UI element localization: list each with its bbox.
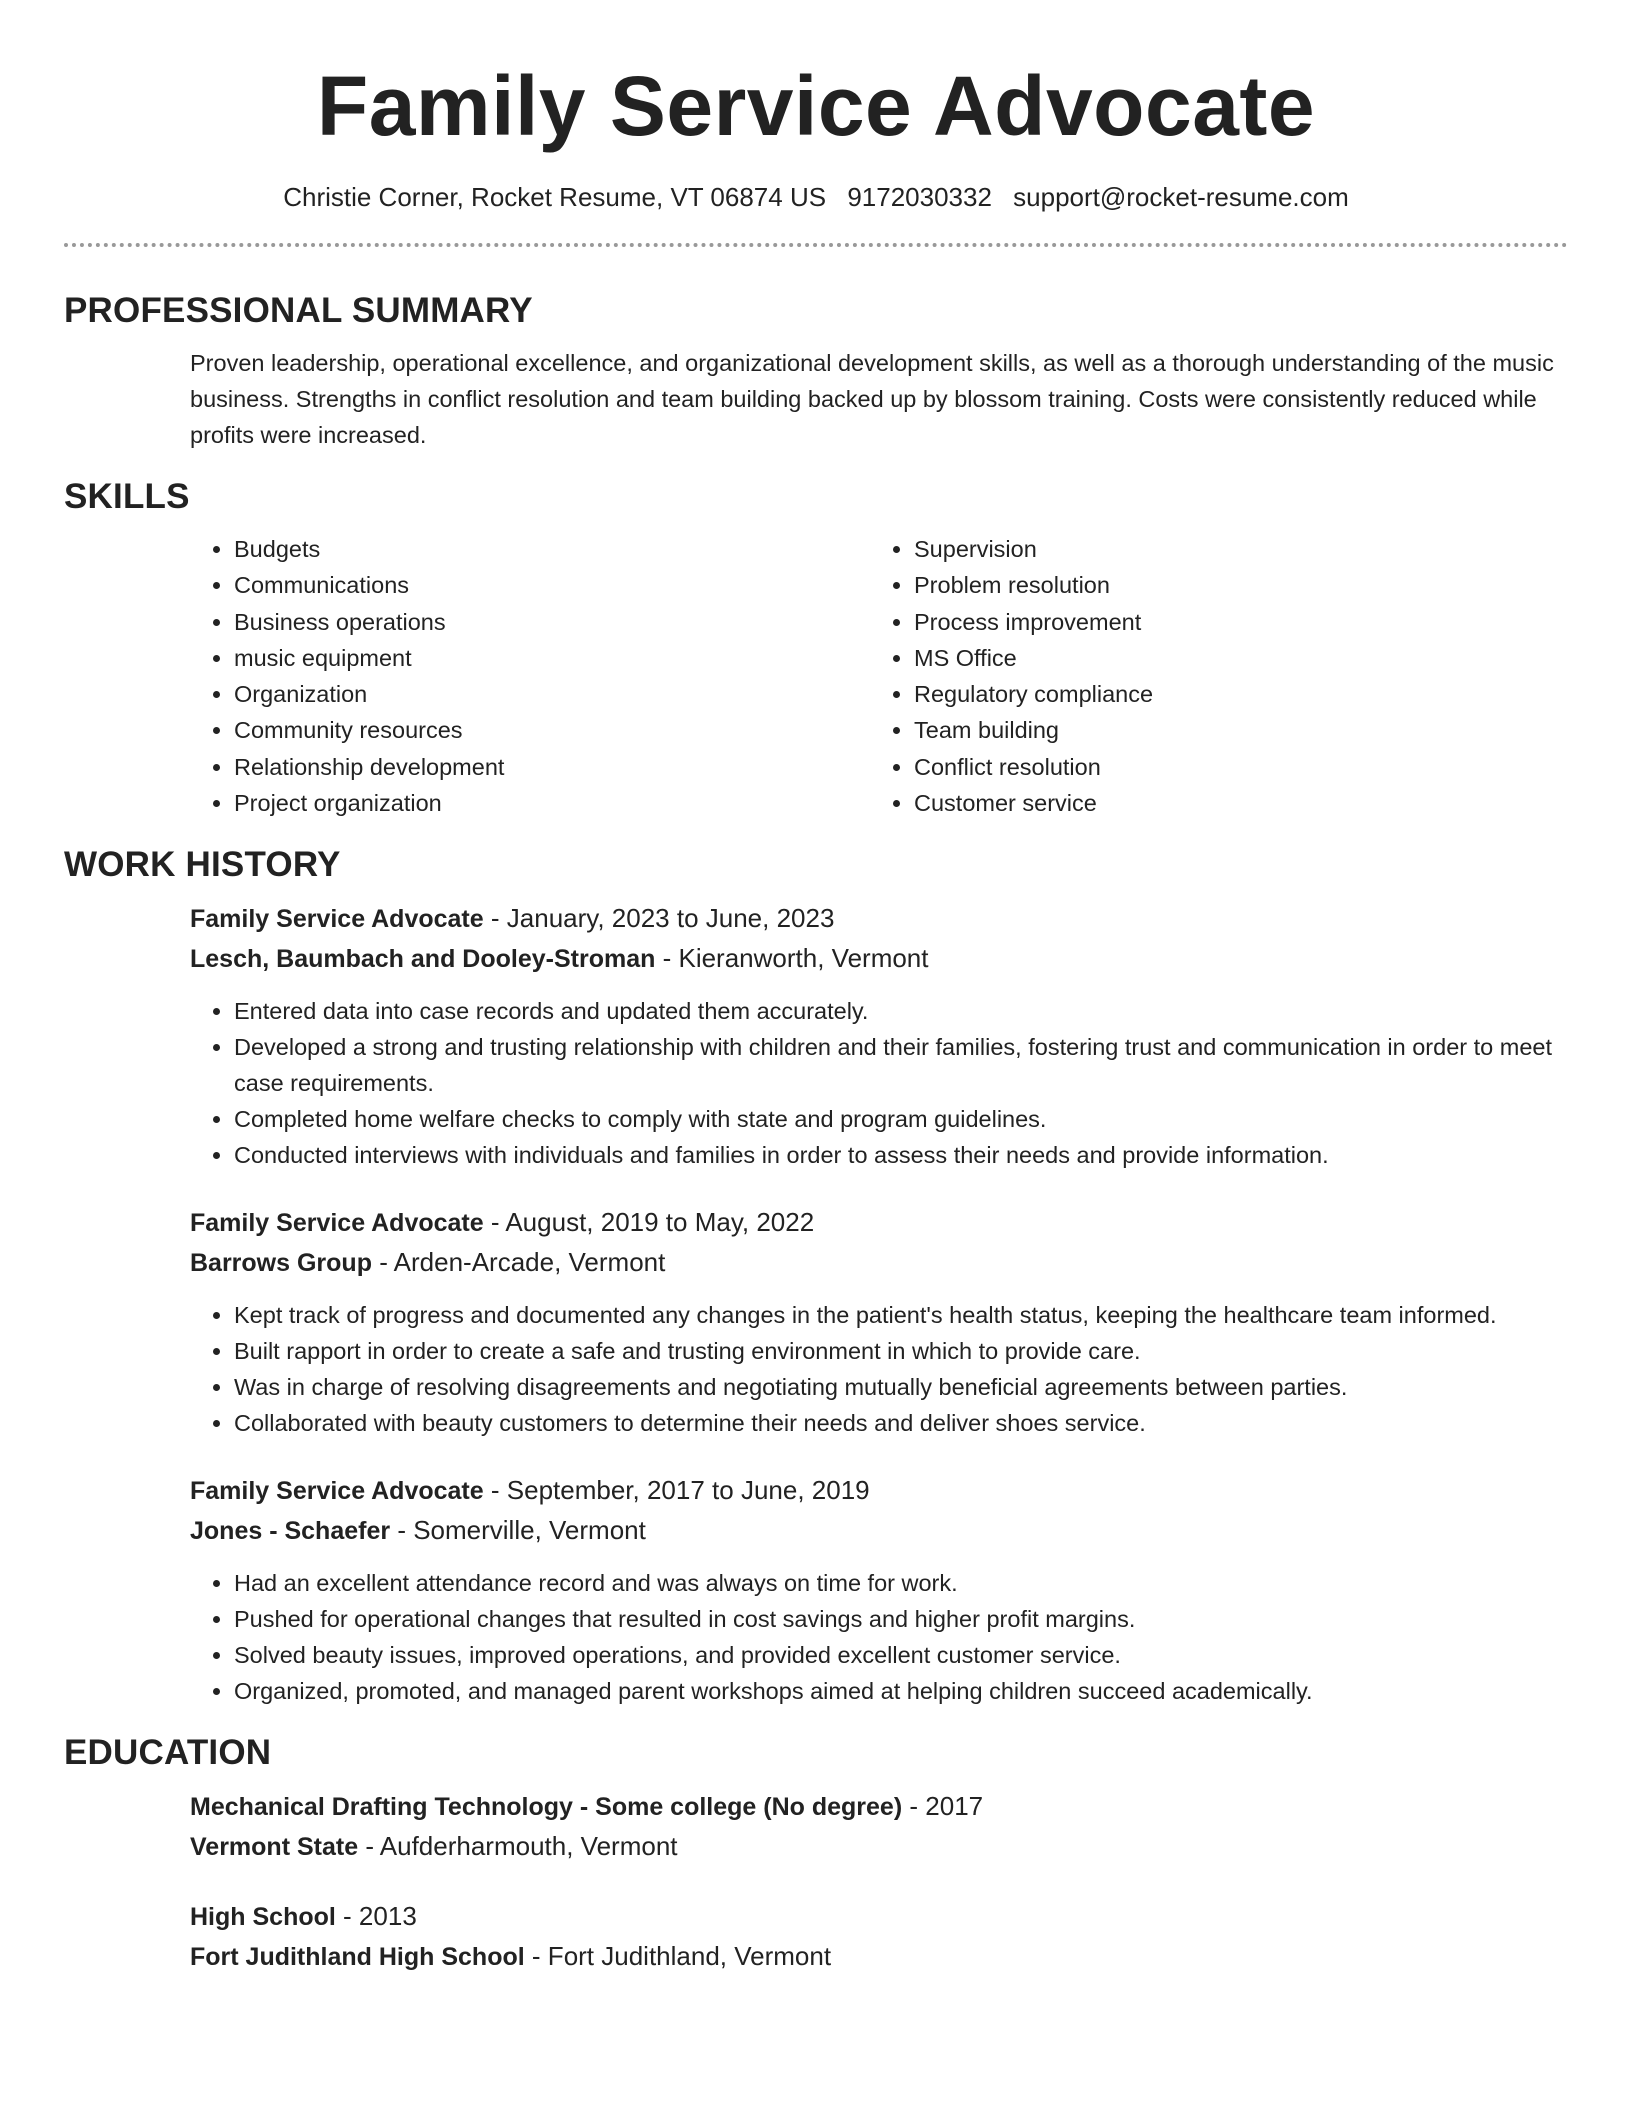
- job-bullet: • Kept track of progress and documented any changes in the patient's health status, keeping the healthcare team informed.: [234, 1297, 1568, 1333]
- job-bullets: [190, 993, 1568, 1173]
- skill-item: • Communications: [234, 567, 870, 603]
- job-bullet: • Pushed for operational changes that resulted in cost savings and higher profit margins.: [234, 1601, 1568, 1637]
- job-company: Jones - Schaefer: [190, 1517, 391, 1546]
- job-bullet: • Completed home welfare checks to comply with state and program guidelines.: [234, 1101, 1568, 1137]
- job-bullet: • Collaborated with beauty customers to determine their needs and deliver shoes service.: [234, 1405, 1568, 1441]
- section-title-summary: PROFESSIONAL SUMMARY: [64, 291, 533, 330]
- job-title-line: [190, 1203, 1568, 1243]
- skill-item: • Relationship development: [234, 749, 870, 785]
- education-degree: Mechanical Drafting Technology - Some college (No degree): [190, 1793, 903, 1822]
- job-company-line: [190, 1243, 1568, 1283]
- job-bullet: • Was in charge of resolving disagreements and negotiating mutually beneficial agreements between parties.: [234, 1369, 1568, 1405]
- skill-item: • Community resources: [234, 712, 870, 748]
- education-entry: [190, 1897, 1568, 1977]
- contact-line: [64, 182, 1568, 213]
- job-company-line: [190, 1511, 1568, 1551]
- job-entry: [190, 1203, 1568, 1441]
- skills-list-left: [190, 531, 870, 821]
- education-school: Fort Judithland High School: [190, 1943, 525, 1972]
- job-bullet: • Had an excellent attendance record and was always on time for work.: [234, 1565, 1568, 1601]
- contact-phone: 9172030332: [847, 182, 992, 212]
- job-company: Barrows Group: [190, 1249, 372, 1278]
- job-bullet: • Conducted interviews with individuals and families in order to assess their needs and provide information.: [234, 1137, 1568, 1173]
- education-year: - 2017: [902, 1791, 984, 1822]
- skill-item: • Problem resolution: [914, 567, 1550, 603]
- work-history-block: [64, 899, 1568, 1709]
- education-entry: [190, 1787, 1568, 1867]
- skill-item: • Team building: [914, 712, 1550, 748]
- job-title: Family Service Advocate: [190, 1477, 484, 1506]
- skill-item: • music equipment: [234, 640, 870, 676]
- job-location: - Somerville, Vermont: [390, 1515, 646, 1546]
- summary-text: Proven leadership, operational excellence, and organizational development skills, as well as a thorough understanding of the music business. Strengths in conflict resolution and team building backed up by blossom training. Costs were consistently reduced while profits were increased.: [190, 350, 1554, 448]
- contact-email: support@rocket-resume.com: [1013, 182, 1349, 212]
- summary-block: [64, 345, 1568, 453]
- education-degree-line: [190, 1897, 1568, 1937]
- job-bullet: • Solved beauty issues, improved operations, and provided excellent customer service.: [234, 1637, 1568, 1673]
- job-title: Family Service Advocate: [190, 905, 484, 934]
- job-dates: - September, 2017 to June, 2019: [483, 1475, 870, 1506]
- header-divider: [64, 243, 1568, 247]
- education-degree-line: [190, 1787, 1568, 1827]
- job-bullets: [190, 1297, 1568, 1441]
- skill-item: • Customer service: [914, 785, 1550, 821]
- job-bullet: • Entered data into case records and updated them accurately.: [234, 993, 1568, 1029]
- section-title-skills: SKILLS: [64, 477, 190, 516]
- resume-name: Family Service Advocate: [316, 59, 1316, 153]
- education-block: [64, 1787, 1568, 1977]
- job-title-line: [190, 899, 1568, 939]
- contact-address: Christie Corner, Rocket Resume, VT 06874 US: [283, 182, 827, 212]
- job-bullets: [190, 1565, 1568, 1709]
- skill-item: • Regulatory compliance: [914, 676, 1550, 712]
- job-dates: - January, 2023 to June, 2023: [483, 903, 835, 934]
- section-title-work: WORK HISTORY: [64, 845, 341, 885]
- skill-item: • Process improvement: [914, 604, 1550, 640]
- skill-item: • Organization: [234, 676, 870, 712]
- skill-item: • Business operations: [234, 604, 870, 640]
- skill-item: • Budgets: [234, 531, 870, 567]
- job-dates: - August, 2019 to May, 2022: [483, 1207, 815, 1238]
- job-title: Family Service Advocate: [190, 1209, 484, 1238]
- job-bullet: • Organized, promoted, and managed parent workshops aimed at helping children succeed academically.: [234, 1673, 1568, 1709]
- skill-item: • Project organization: [234, 785, 870, 821]
- education-year: - 2013: [335, 1901, 417, 1932]
- section-title-education: EDUCATION: [64, 1733, 272, 1773]
- skill-item: • Conflict resolution: [914, 749, 1550, 785]
- job-location: - Arden-Arcade, Vermont: [371, 1247, 666, 1278]
- education-school: Vermont State: [190, 1833, 359, 1862]
- education-degree: High School: [190, 1903, 336, 1932]
- job-bullet: • Built rapport in order to create a safe and trusting environment in which to provide care.: [234, 1333, 1568, 1369]
- education-school-line: [190, 1937, 1568, 1977]
- education-location: - Fort Judithland, Vermont: [524, 1941, 832, 1972]
- job-company-line: [190, 939, 1568, 979]
- skill-item: • Supervision: [914, 531, 1550, 567]
- job-location: - Kieranworth, Vermont: [655, 943, 929, 974]
- job-company: Lesch, Baumbach and Dooley-Stroman: [190, 945, 656, 974]
- job-bullet: • Developed a strong and trusting relationship with children and their families, fostering trust and communication in order to meet case requirements.: [234, 1029, 1568, 1101]
- job-entry: [190, 1471, 1568, 1709]
- skills-list-right: [870, 531, 1550, 821]
- job-entry: [190, 899, 1568, 1173]
- skills-block: [64, 531, 1568, 821]
- education-location: - Aufderharmouth, Vermont: [358, 1831, 678, 1862]
- education-school-line: [190, 1827, 1568, 1867]
- skill-item: • MS Office: [914, 640, 1550, 676]
- job-title-line: [190, 1471, 1568, 1511]
